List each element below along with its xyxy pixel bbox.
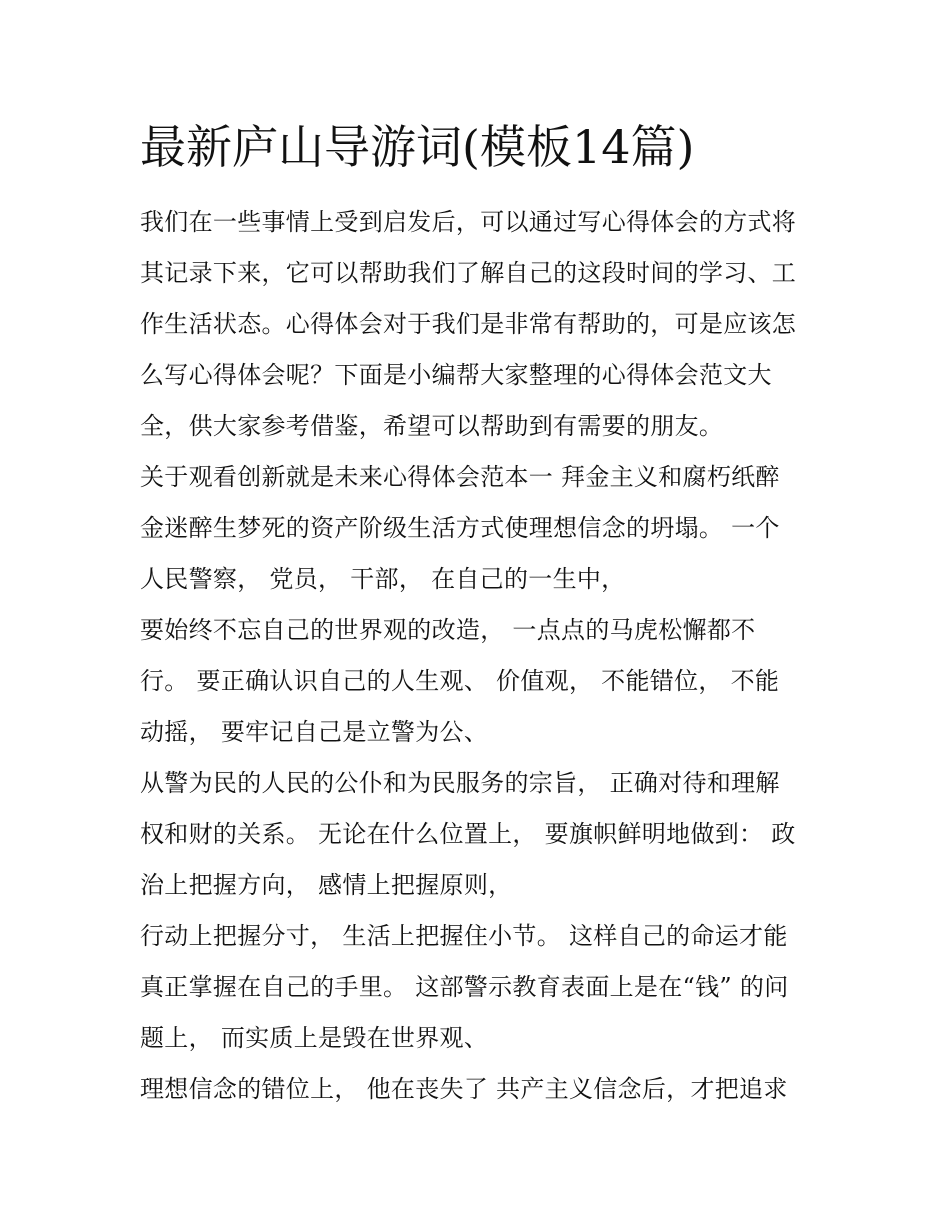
body-line: 治上把握方向， 感情上把握原则， (140, 871, 513, 899)
body-line: 全，供大家参考借鉴，希望可以帮助到有需要的朋友。 (140, 412, 724, 440)
body-line: 动摇， 要牢记自己是立警为公、 (140, 718, 489, 746)
document-title: 最新庐山导游词(模板14篇) (140, 120, 695, 174)
body-line: 作生活状态。心得体会对于我们是非常有帮助的，可是应该怎 (140, 310, 797, 338)
body-line: 其记录下来，它可以帮助我们了解自己的这段时间的学习、工 (140, 259, 797, 287)
body-line: 关于观看创新就是未来心得体会范本一 拜金主义和腐朽纸醉 (140, 463, 780, 491)
body-line: 人民警察， 党员， 干部， 在自己的一生中， (140, 565, 626, 593)
body-line: 真正掌握在自己的手里。 这部警示教育表面上是在“钱” 的问 (140, 973, 789, 1001)
body-line: 金迷醉生梦死的资产阶级生活方式使理想信念的坍塌。 一个 (140, 514, 780, 542)
body-line: 理想信念的错位上， 他在丧失了 共产主义信念后，才把追求 (140, 1075, 788, 1103)
body-line: 行动上把握分寸， 生活上把握住小节。 这样自己的命运才能 (140, 922, 788, 950)
body-line: 题上， 而实质上是毁在世界观、 (140, 1024, 489, 1052)
body-line: 要始终不忘自己的世界观的改造， 一点点的马虎松懈都不 (140, 616, 756, 644)
document-body (140, 197, 830, 1115)
body-line: 权和财的关系。 无论在什么位置上， 要旗帜鲜明地做到： 政 (140, 820, 796, 848)
body-line: 么写心得体会呢？下面是小编帮大家整理的心得体会范文大 (140, 361, 772, 389)
body-line: 行。 要正确认识自己的人生观、 价值观， 不能错位， 不能 (140, 667, 780, 695)
body-line: 从警为民的人民的公仆和为民服务的宗旨， 正确对待和理解 (140, 769, 780, 797)
body-line: 我们在一些事情上受到启发后，可以通过写心得体会的方式将 (140, 208, 797, 236)
